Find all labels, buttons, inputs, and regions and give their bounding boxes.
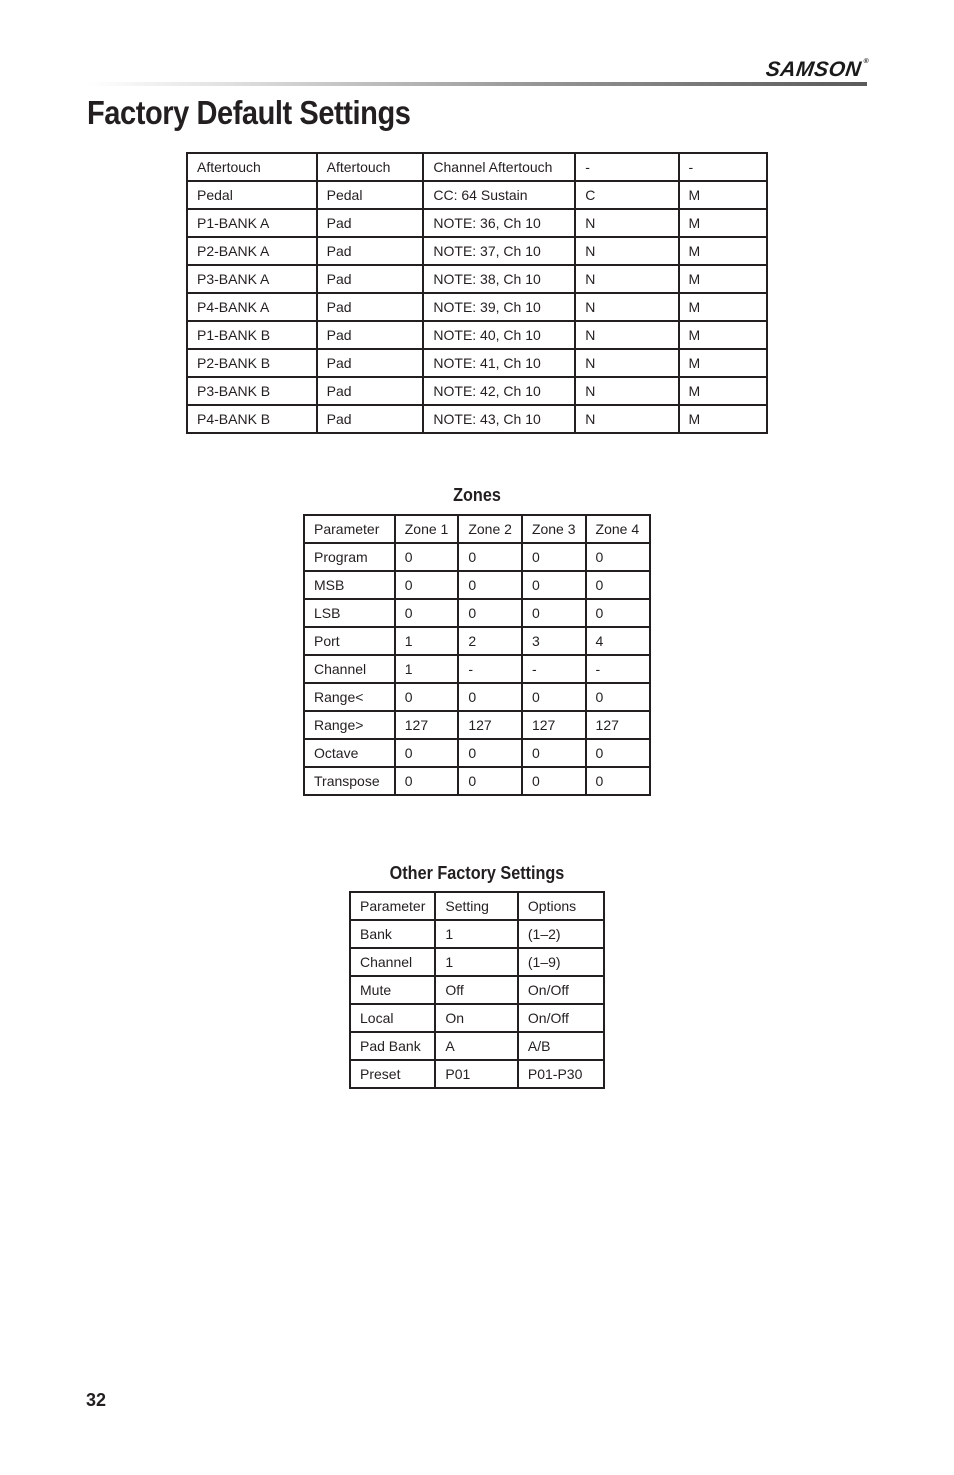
table-cell: M	[679, 405, 767, 433]
zones-row	[304, 655, 650, 683]
table-cell: NOTE: 39, Ch 10	[423, 293, 575, 321]
table-cell: -	[575, 153, 678, 181]
table-cell: 0	[522, 767, 586, 795]
table-cell: N	[575, 237, 678, 265]
table-cell: NOTE: 36, Ch 10	[423, 209, 575, 237]
table-cell: 0	[586, 683, 650, 711]
table-cell: 0	[395, 543, 459, 571]
zones-row	[304, 543, 650, 571]
table-cell: Pad	[317, 349, 424, 377]
table-cell: 0	[458, 599, 522, 627]
table-cell: On/Off	[518, 1004, 604, 1032]
table-cell: Octave	[304, 739, 395, 767]
zones-table	[303, 514, 651, 796]
table-cell: Mute	[350, 976, 435, 1004]
other-settings-table	[349, 891, 605, 1089]
table-cell: 127	[395, 711, 459, 739]
table-cell: Off	[435, 976, 518, 1004]
table-cell: Local	[350, 1004, 435, 1032]
table-cell: 0	[458, 571, 522, 599]
table-cell: 0	[522, 739, 586, 767]
table-cell: 0	[395, 767, 459, 795]
table-cell: NOTE: 37, Ch 10	[423, 237, 575, 265]
table-cell: 0	[522, 543, 586, 571]
table-cell: 0	[458, 543, 522, 571]
table-cell: P1-BANK A	[187, 209, 317, 237]
table-cell: NOTE: 42, Ch 10	[423, 377, 575, 405]
samson-logo	[764, 58, 869, 82]
table-cell: 0	[586, 571, 650, 599]
table-cell: 1	[435, 948, 518, 976]
table-cell: Parameter	[304, 515, 395, 543]
other-settings-row	[350, 1060, 604, 1088]
table-cell: P2-BANK B	[187, 349, 317, 377]
table-cell: On/Off	[518, 976, 604, 1004]
table-cell: M	[679, 377, 767, 405]
table-cell: 1	[435, 920, 518, 948]
table-cell: NOTE: 38, Ch 10	[423, 265, 575, 293]
other-settings-row	[350, 1032, 604, 1060]
table-cell: 0	[395, 683, 459, 711]
controller-mapping-table	[186, 152, 768, 434]
table-cell: Parameter	[350, 892, 435, 920]
table-cell: Program	[304, 543, 395, 571]
table-cell: Zone 2	[458, 515, 522, 543]
mapping-row	[187, 293, 767, 321]
table-cell: Zone 1	[395, 515, 459, 543]
table-cell: P4-BANK B	[187, 405, 317, 433]
table-cell: Channel Aftertouch	[423, 153, 575, 181]
table-cell: -	[586, 655, 650, 683]
table-cell: Port	[304, 627, 395, 655]
table-cell: Preset	[350, 1060, 435, 1088]
table-cell: Pad	[317, 265, 424, 293]
table-cell: Range<	[304, 683, 395, 711]
other-settings-title: Other Factory Settings	[389, 863, 565, 883]
table-cell: M	[679, 181, 767, 209]
table-cell: N	[575, 209, 678, 237]
other-settings-row	[350, 1004, 604, 1032]
table-cell: NOTE: 41, Ch 10	[423, 349, 575, 377]
table-cell: N	[575, 265, 678, 293]
table-cell: 127	[586, 711, 650, 739]
mapping-row	[187, 405, 767, 433]
table-cell: 0	[395, 599, 459, 627]
zones-row	[304, 683, 650, 711]
table-cell: MSB	[304, 571, 395, 599]
brand-name: SAMSON	[764, 58, 864, 81]
table-cell: N	[575, 349, 678, 377]
table-cell: 0	[522, 683, 586, 711]
mapping-row	[187, 377, 767, 405]
table-cell: -	[679, 153, 767, 181]
table-cell: Pad	[317, 377, 424, 405]
table-cell: 0	[458, 739, 522, 767]
header-rule	[88, 82, 867, 86]
table-cell: Bank	[350, 920, 435, 948]
table-cell: 0	[395, 739, 459, 767]
table-cell: Range>	[304, 711, 395, 739]
table-cell: 0	[586, 739, 650, 767]
table-cell: 4	[586, 627, 650, 655]
mapping-row	[187, 237, 767, 265]
table-cell: (1–9)	[518, 948, 604, 976]
other-settings-row	[350, 976, 604, 1004]
table-cell: Transpose	[304, 767, 395, 795]
table-cell: 0	[522, 571, 586, 599]
table-cell: Pad	[317, 293, 424, 321]
table-cell: C	[575, 181, 678, 209]
table-cell: M	[679, 293, 767, 321]
table-cell: M	[679, 237, 767, 265]
zones-row	[304, 767, 650, 795]
table-cell: N	[575, 293, 678, 321]
mapping-row	[187, 265, 767, 293]
mapping-row	[187, 321, 767, 349]
table-cell: Channel	[350, 948, 435, 976]
table-cell: 0	[458, 683, 522, 711]
zones-row	[304, 711, 650, 739]
zones-row	[304, 627, 650, 655]
zones-row	[304, 515, 650, 543]
table-cell: P3-BANK A	[187, 265, 317, 293]
table-cell: 0	[586, 599, 650, 627]
other-settings-row	[350, 892, 604, 920]
table-cell: 1	[395, 655, 459, 683]
table-cell: 127	[458, 711, 522, 739]
table-cell: A/B	[518, 1032, 604, 1060]
table-cell: NOTE: 40, Ch 10	[423, 321, 575, 349]
table-cell: 0	[586, 543, 650, 571]
table-cell: M	[679, 209, 767, 237]
other-settings-row	[350, 948, 604, 976]
table-cell: 0	[395, 571, 459, 599]
table-cell: Pedal	[187, 181, 317, 209]
table-cell: Pedal	[317, 181, 424, 209]
table-cell: Options	[518, 892, 604, 920]
table-cell: P01	[435, 1060, 518, 1088]
table-cell: M	[679, 349, 767, 377]
table-cell: Aftertouch	[317, 153, 424, 181]
zones-title: Zones	[453, 485, 501, 505]
page-title: Factory Default Settings	[87, 94, 411, 131]
other-settings-row	[350, 920, 604, 948]
table-cell: N	[575, 321, 678, 349]
table-cell: 0	[522, 599, 586, 627]
table-cell: M	[679, 265, 767, 293]
table-cell: Zone 4	[586, 515, 650, 543]
table-cell: N	[575, 405, 678, 433]
table-cell: P3-BANK B	[187, 377, 317, 405]
table-cell: Pad	[317, 209, 424, 237]
table-cell: P01-P30	[518, 1060, 604, 1088]
table-cell: 1	[395, 627, 459, 655]
table-cell: P1-BANK B	[187, 321, 317, 349]
table-cell: A	[435, 1032, 518, 1060]
table-cell: P2-BANK A	[187, 237, 317, 265]
table-cell: -	[522, 655, 586, 683]
mapping-row	[187, 349, 767, 377]
table-cell: Pad	[317, 405, 424, 433]
page-number: 32	[86, 1390, 107, 1410]
mapping-row	[187, 153, 767, 181]
table-cell: 0	[586, 767, 650, 795]
table-cell: N	[575, 377, 678, 405]
table-cell: P4-BANK A	[187, 293, 317, 321]
mapping-row	[187, 181, 767, 209]
table-cell: Pad	[317, 237, 424, 265]
table-cell: LSB	[304, 599, 395, 627]
table-cell: M	[679, 321, 767, 349]
table-cell: Pad Bank	[350, 1032, 435, 1060]
mapping-row	[187, 209, 767, 237]
zones-row	[304, 571, 650, 599]
table-cell: -	[458, 655, 522, 683]
table-cell: 3	[522, 627, 586, 655]
table-cell: Setting	[435, 892, 518, 920]
table-cell: Pad	[317, 321, 424, 349]
zones-row	[304, 599, 650, 627]
table-cell: 0	[458, 767, 522, 795]
zones-row	[304, 739, 650, 767]
table-cell: NOTE: 43, Ch 10	[423, 405, 575, 433]
table-cell: CC: 64 Sustain	[423, 181, 575, 209]
table-cell: Aftertouch	[187, 153, 317, 181]
table-cell: (1–2)	[518, 920, 604, 948]
table-cell: Channel	[304, 655, 395, 683]
table-cell: 2	[458, 627, 522, 655]
table-cell: On	[435, 1004, 518, 1032]
table-cell: Zone 3	[522, 515, 586, 543]
table-cell: 127	[522, 711, 586, 739]
brand-registered-mark: ®	[863, 58, 870, 65]
